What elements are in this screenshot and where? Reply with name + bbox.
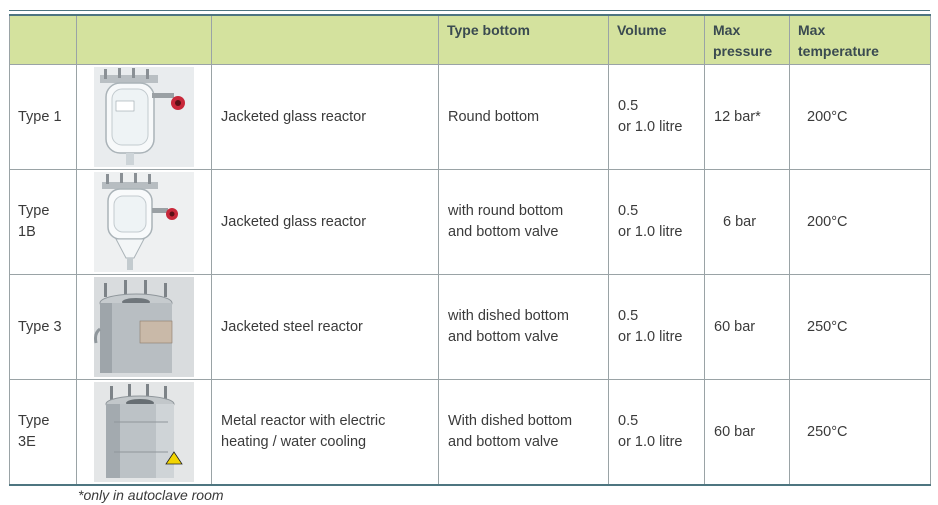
name-label: Jacketed steel reactor [221,318,363,335]
table-row [10,275,931,380]
volume-label-1: 0.5 [618,308,639,324]
steel-reactor-photo [94,277,194,377]
bottom-label-2: and bottom valve [448,434,559,450]
pressure-cell [705,275,790,380]
volume-label-1: 0.5 [618,413,639,429]
table-row [10,380,931,486]
header-type-bottom-label: Type bottom [447,22,530,38]
type-label-2: 3E [18,434,36,450]
bottom-label-1: with round bottom [448,203,564,219]
header-max-temperature [790,15,931,65]
temperature-cell [790,170,931,275]
header-volume-label: Volume [617,22,667,38]
bottom-cell [439,380,609,486]
bottom-cell [439,275,609,380]
pressure-cell [705,65,790,170]
type-cell [10,170,77,275]
temperature-label: 250°C [807,423,848,440]
top-rule [9,10,930,11]
volume-cell [609,65,705,170]
pressure-label: 12 bar* [714,108,761,125]
header-max-temperature-label-1: Max [798,22,826,38]
bottom-label-1: With dished bottom [448,413,573,429]
bottom-cell [439,170,609,275]
type-label-2: 1B [18,224,36,240]
temperature-label: 250°C [807,318,848,335]
pressure-label: 60 bar [714,318,756,335]
bottom-label: Round bottom [448,108,540,125]
name-cell [212,65,439,170]
type-label: Type 3 [18,318,62,335]
temperature-cell [790,380,931,486]
header-row [10,15,931,65]
image-cell [77,65,212,170]
bottom-label-2: and bottom valve [448,224,559,240]
volume-label-1: 0.5 [618,203,639,219]
pressure-label: 60 bar [714,423,756,440]
type-cell [10,65,77,170]
header-max-temperature-label-2: temperature [798,43,879,59]
volume-label-2: or 1.0 litre [618,119,683,135]
footnote: *only in autoclave room [78,487,224,503]
temperature-cell [790,65,931,170]
name-cell [212,380,439,486]
metal-reactor-photo [94,382,194,482]
name-label-1: Metal reactor with electric [221,413,386,429]
header-max-pressure-label-1: Max [713,22,741,38]
type-label-1: Type [18,413,50,429]
header-type-bottom [439,15,609,65]
type-cell [10,380,77,486]
image-cell [77,170,212,275]
volume-label-2: or 1.0 litre [618,329,683,345]
header-max-pressure [705,15,790,65]
bottom-label-2: and bottom valve [448,329,559,345]
glass-reactor-valve-photo [94,172,194,272]
glass-reactor-photo [94,67,194,167]
table-row [10,170,931,275]
name-label-2: heating / water cooling [221,434,367,450]
header-type [10,15,77,65]
volume-cell [609,380,705,486]
volume-cell [609,170,705,275]
image-cell [77,380,212,486]
header-volume [609,15,705,65]
name-cell [212,275,439,380]
temperature-label: 200°C [807,213,848,230]
volume-label-2: or 1.0 litre [618,224,683,240]
volume-label-1: 0.5 [618,98,639,114]
temperature-cell [790,275,931,380]
table-row [10,65,931,170]
bottom-label-1: with dished bottom [448,308,569,324]
name-label: Jacketed glass reactor [221,108,367,125]
image-cell [77,275,212,380]
reactor-table [9,14,931,486]
pressure-cell [705,170,790,275]
type-label: Type 1 [18,108,62,125]
bottom-cell [439,65,609,170]
type-cell [10,275,77,380]
volume-cell [609,275,705,380]
pressure-label: 6 bar [723,213,757,230]
temperature-label: 200°C [807,108,848,125]
header-image [77,15,212,65]
type-label-1: Type [18,203,50,219]
pressure-cell [705,380,790,486]
name-label: Jacketed glass reactor [221,213,367,230]
header-max-pressure-label-2: pressure [713,43,773,59]
volume-label-2: or 1.0 litre [618,434,683,450]
header-name [212,15,439,65]
name-cell [212,170,439,275]
